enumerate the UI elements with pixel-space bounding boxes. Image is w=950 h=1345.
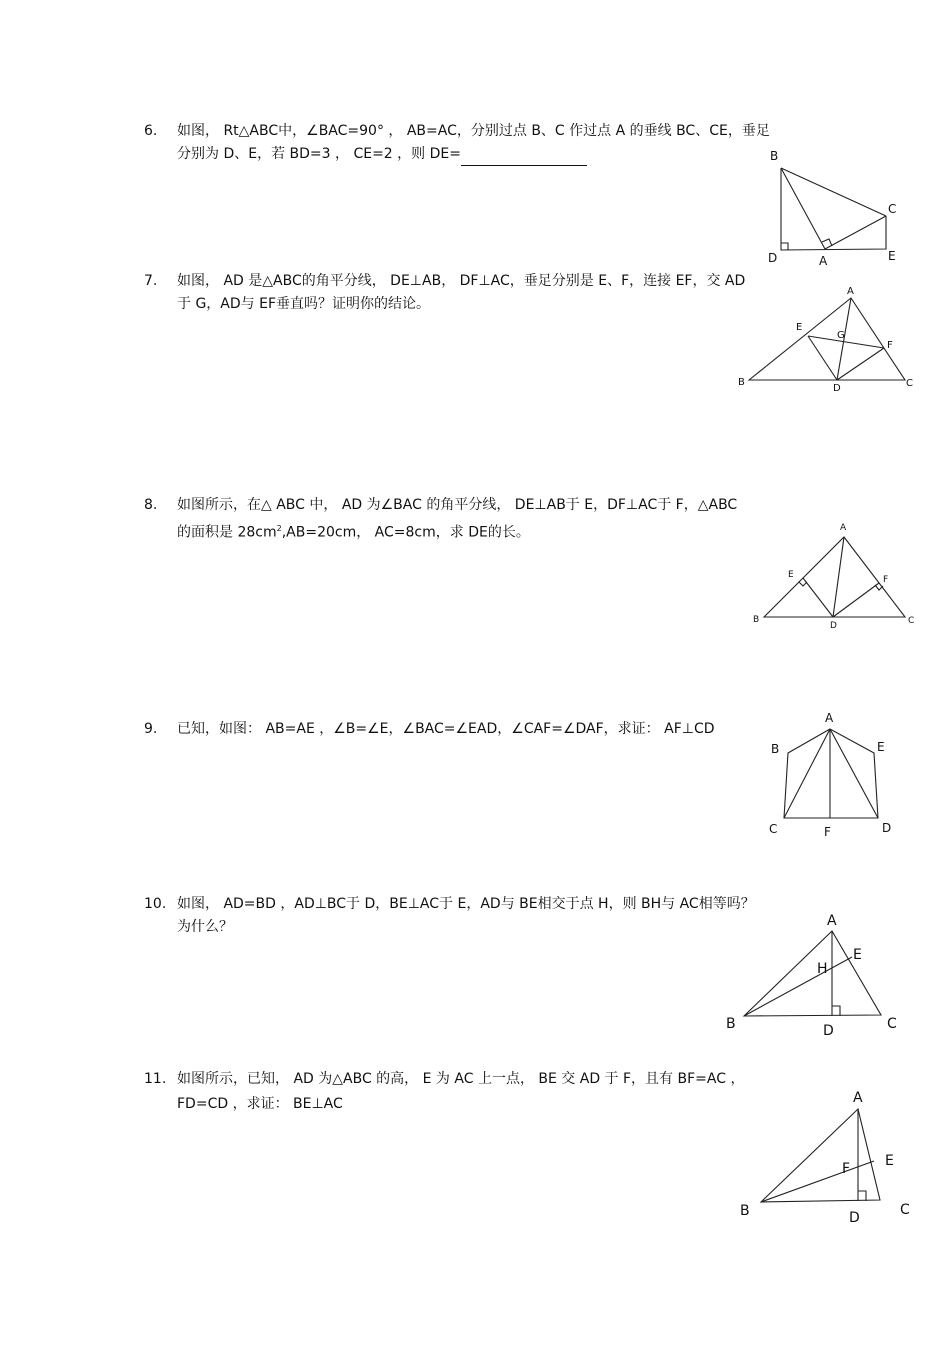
label-a: A	[853, 1090, 863, 1106]
problem-text-line2: 为什么？	[177, 919, 233, 935]
label-d: D	[882, 821, 892, 835]
label-b: B	[738, 377, 745, 388]
label-h: H	[817, 961, 828, 977]
problem-number: 11.	[144, 1071, 167, 1087]
label-f: F	[887, 340, 893, 351]
label-b: B	[726, 1016, 736, 1032]
fig10-triangle	[744, 931, 881, 1016]
fig7-ef	[808, 336, 884, 348]
line2-text-b: ,AB=20cm， AC=8cm，求 DE的长。	[281, 524, 530, 541]
problem-text-line2	[177, 143, 587, 166]
answer-blank[interactable]	[461, 150, 587, 166]
fig8-de	[803, 578, 833, 617]
fig11-right-angle-d	[858, 1191, 866, 1201]
label-c: C	[888, 202, 897, 216]
label-a: A	[840, 523, 847, 533]
fig8-df	[833, 583, 879, 617]
superscript-2: 2	[276, 524, 282, 533]
line2-text-a: 的面积是 28cm	[177, 524, 277, 541]
fig8-bisector-ad	[833, 537, 844, 617]
fig11-triangle	[761, 1109, 880, 1202]
problem-text-line1: 如图， Rt△ABC中，∠BAC=90° ， AB=AC，分别过点 B、C 作过点 A 的垂线 BC、CE，垂足	[177, 123, 770, 139]
label-d: D	[823, 1023, 834, 1039]
label-a: A	[827, 913, 837, 929]
label-c: C	[900, 1202, 910, 1218]
fig6-side-ba	[781, 168, 825, 249]
figure-7	[730, 280, 930, 395]
label-c: C	[887, 1016, 897, 1032]
label-b: B	[770, 149, 779, 163]
label-e: E	[796, 322, 803, 333]
label-e: E	[888, 249, 896, 263]
label-e: E	[853, 947, 862, 963]
label-b: B	[771, 742, 780, 756]
label-b: B	[753, 615, 760, 625]
problem-text-line2: FD=CD ，求证： BE⊥AC	[177, 1096, 343, 1112]
label-f: F	[883, 575, 889, 585]
problem-text-line2: 于 G，AD与 EF垂直吗？证明你的结论。	[177, 296, 431, 312]
problem-text-line1: 如图， AD 是△ABC的角平分线， DE⊥AB， DF⊥AC，垂足分别是 E、F，连接 EF，交 AD	[177, 273, 746, 289]
fig11-be	[761, 1161, 874, 1202]
problem-number: 10.	[144, 896, 167, 912]
problem-text-line1: 如图所示，在△ ABC 中， AD 为∠BAC 的角平分线， DE⊥AB于 E，DF⊥AC于 F，△ABC	[177, 497, 738, 513]
line2-text: 分别为 D、E，若 BD=3 ， CE=2 ，则 DE=	[177, 146, 461, 162]
figure-11	[730, 1085, 920, 1230]
problem-text-line2	[177, 517, 530, 545]
label-c: C	[769, 822, 778, 836]
label-a: A	[825, 711, 834, 725]
label-b: B	[740, 1203, 750, 1219]
problem-text-line1: 已知，如图： AB=AE ，∠B=∠E，∠BAC=∠EAD，∠CAF=∠DAF，求证： AF⊥CD	[177, 721, 715, 737]
figure-6	[760, 145, 910, 270]
problem-number: 7.	[144, 273, 158, 289]
label-e: E	[788, 570, 794, 580]
label-e: E	[885, 1153, 894, 1169]
fig7-df	[837, 348, 884, 380]
fig7-de	[808, 336, 837, 380]
problem-number: 9.	[144, 721, 158, 737]
fig6-right-angle-d	[781, 243, 788, 250]
problem-text-line1: 如图， AD=BD ，AD⊥BC于 D，BE⊥AC于 E，AD与 BE相交于点 H，则 BH与 AC相等吗？	[177, 896, 755, 912]
label-a: A	[819, 254, 828, 268]
fig6-side-ac	[825, 216, 886, 249]
label-f: F	[824, 825, 831, 839]
problem-number: 6.	[144, 123, 158, 139]
label-f: F	[842, 1161, 851, 1177]
fig6-right-angle-a	[822, 239, 832, 246]
label-a: A	[847, 286, 854, 297]
fig10-right-angle-d	[832, 1006, 840, 1016]
figure-9	[760, 705, 910, 845]
label-c: C	[908, 616, 915, 626]
fig9-pentagon	[784, 729, 878, 818]
problem-text-line1: 如图所示，已知， AD 为△ABC 的高， E 为 AC 上一点， BE 交 AD 于 F，且有 BF=AC ，	[177, 1071, 745, 1087]
label-c: C	[906, 378, 913, 389]
label-d: D	[849, 1210, 860, 1226]
label-d: D	[833, 383, 841, 394]
figure-8	[745, 520, 925, 635]
label-d: D	[768, 251, 778, 265]
problem-number: 8.	[144, 497, 158, 513]
label-g: G	[837, 330, 845, 341]
fig8-right-angle-e	[799, 582, 807, 586]
figure-10	[720, 905, 910, 1040]
fig10-altitude-be	[744, 957, 852, 1016]
label-e: E	[877, 740, 885, 754]
label-d: D	[830, 621, 837, 631]
fig6-side-bc	[781, 168, 886, 216]
